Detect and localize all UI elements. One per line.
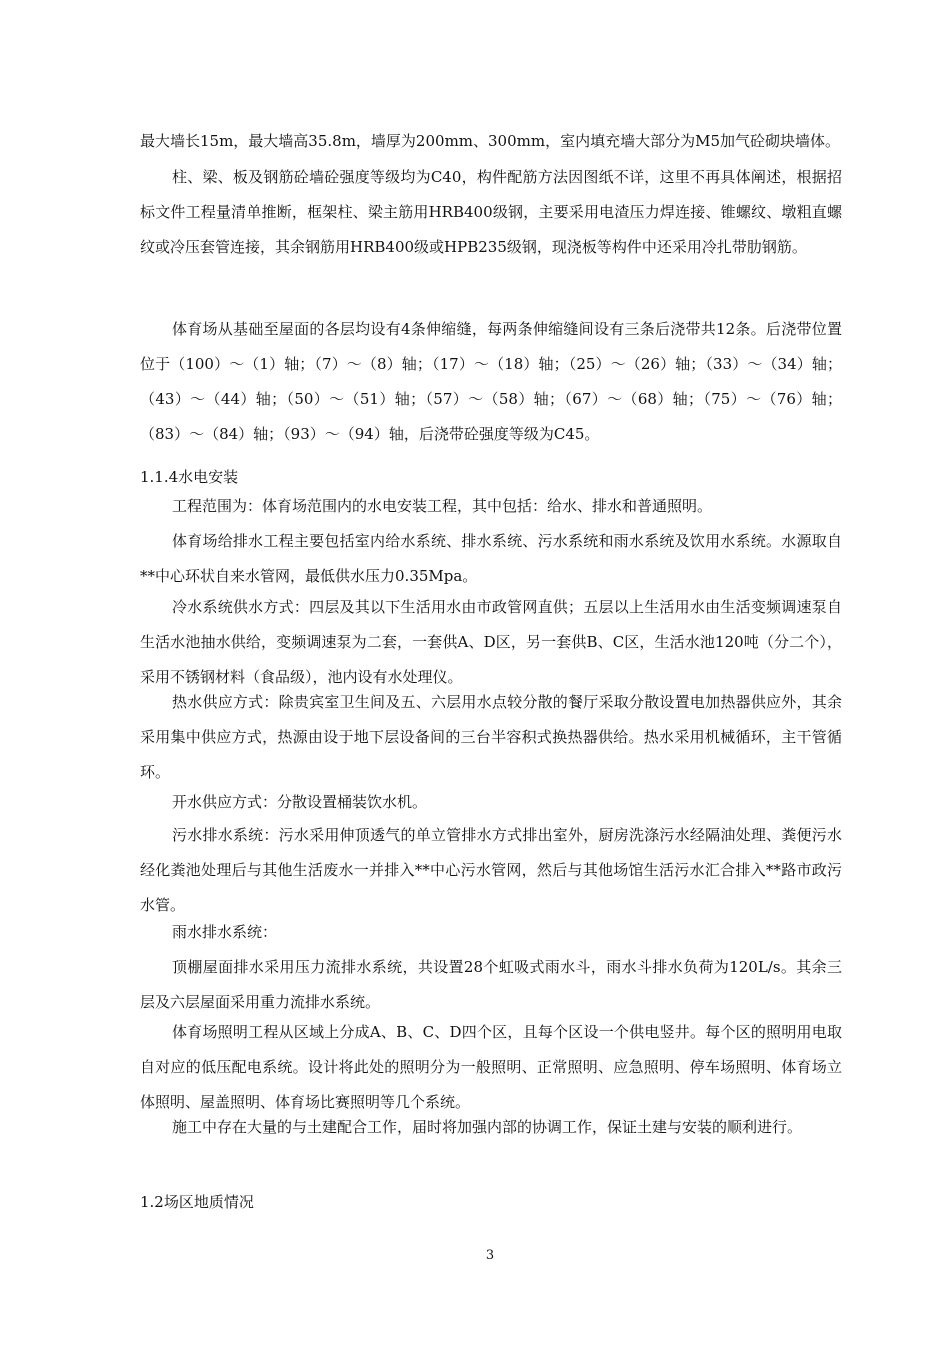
paragraph-hot-water: 热水供应方式：除贵宾室卫生间及五、六层用水点较分散的餐厅采取分散设置电加热器供应外，其余采用集中供应方式，热源由设于地下层设备间的三台半容积式换热器供给。热水采用机械循环，主干管循环。 [140, 693, 842, 781]
paragraph-cold-water: 冷水系统供水方式：四层及其以下生活用水由市政管网直供；五层以上生活用水由生活变频调速泵自生活水池抽水供给，变频调速泵为二套，一套供A、D区，另一套供B、C区，生活水池120吨（分二个），采用不锈钢材料（食品级），池内设有水处理仪。 [140, 598, 842, 686]
page-number: 3 [485, 1248, 495, 1263]
paragraph-coordination: 施工中存在大量的与土建配合工作，届时将加强内部的协调工作，保证土建与安装的顺利进行。 [172, 1118, 803, 1136]
paragraph-wall-dimensions: 最大墙长15m，最大墙高35.8m，墙厚为200mm、300mm，室内填充墙大部分为M5加气砼砌块墙体。 [140, 132, 840, 150]
paragraph-drinking-water: 开水供应方式：分散设置桶装饮水机。 [172, 793, 428, 811]
paragraph-expansion-joints: 体育场从基础至屋面的各层均设有4条伸缩缝，每两条伸缩缝间设有三条后浇带共12条。后浇带位置位于（100）～（1）轴；（7）～（8）轴；（17）～（18）轴；（25）～（26）轴；（33）～（34）轴；（43）～（44）轴；（50）～（51）轴；（57）～（58）轴；（67）～（68）轴；（75）～（76）轴；（83）～（84）轴；（93）～（94）轴，后浇带砼强度等级为C45。 [140, 320, 842, 443]
paragraph-water-supply-drainage: 体育场给排水工程主要包括室内给水系统、排水系统、污水系统和雨水系统及饮用水系统。水源取自**中心环状自来水管网，最低供水压力0.35Mpa。 [140, 532, 842, 585]
paragraph-sewage: 污水排水系统：污水采用伸顶透气的单立管排水方式排出室外，厨房洗涤污水经隔油处理、粪便污水经化粪池处理后与其他生活废水一并排入**中心污水管网，然后与其他场馆生活污水汇合排入**路市政污水管。 [140, 826, 842, 914]
section-heading-geology: 1.2场区地质情况 [140, 1193, 254, 1211]
paragraph-scope: 工程范围为：体育场范围内的水电安装工程，其中包括：给水、排水和普通照明。 [172, 497, 713, 515]
paragraph-structure-reinforcement: 柱、梁、板及钢筋砼墙砼强度等级均为C40，构件配筋方法因图纸不详，这里不再具体阐述，根据招标文件工程量清单推断，框架柱、梁主筋用HRB400级钢，主要采用电渣压力焊连接、锥螺纹、墩粗直螺纹或冷压套管连接，其余钢筋用HRB400级或HPB235级钢，现浇板等构件中还采用冷扎带肋钢筋。 [140, 168, 842, 256]
paragraph-rainwater-title: 雨水排水系统： [172, 923, 278, 941]
paragraph-roof-drainage: 顶棚屋面排水采用压力流排水系统，共设置28个虹吸式雨水斗，雨水斗排水负荷为120L/s。其余三层及六层屋面采用重力流排水系统。 [140, 958, 842, 1011]
paragraph-lighting: 体育场照明工程从区域上分成A、B、C、D四个区，且每个区设一个供电竖井。每个区的照明用电取自对应的低压配电系统。设计将此处的照明分为一般照明、正常照明、应急照明、停车场照明、体育场立体照明、屋盖照明、体育场比赛照明等几个系统。 [140, 1023, 842, 1111]
section-heading-water-electric: 1.1.4水电安装 [140, 468, 239, 486]
